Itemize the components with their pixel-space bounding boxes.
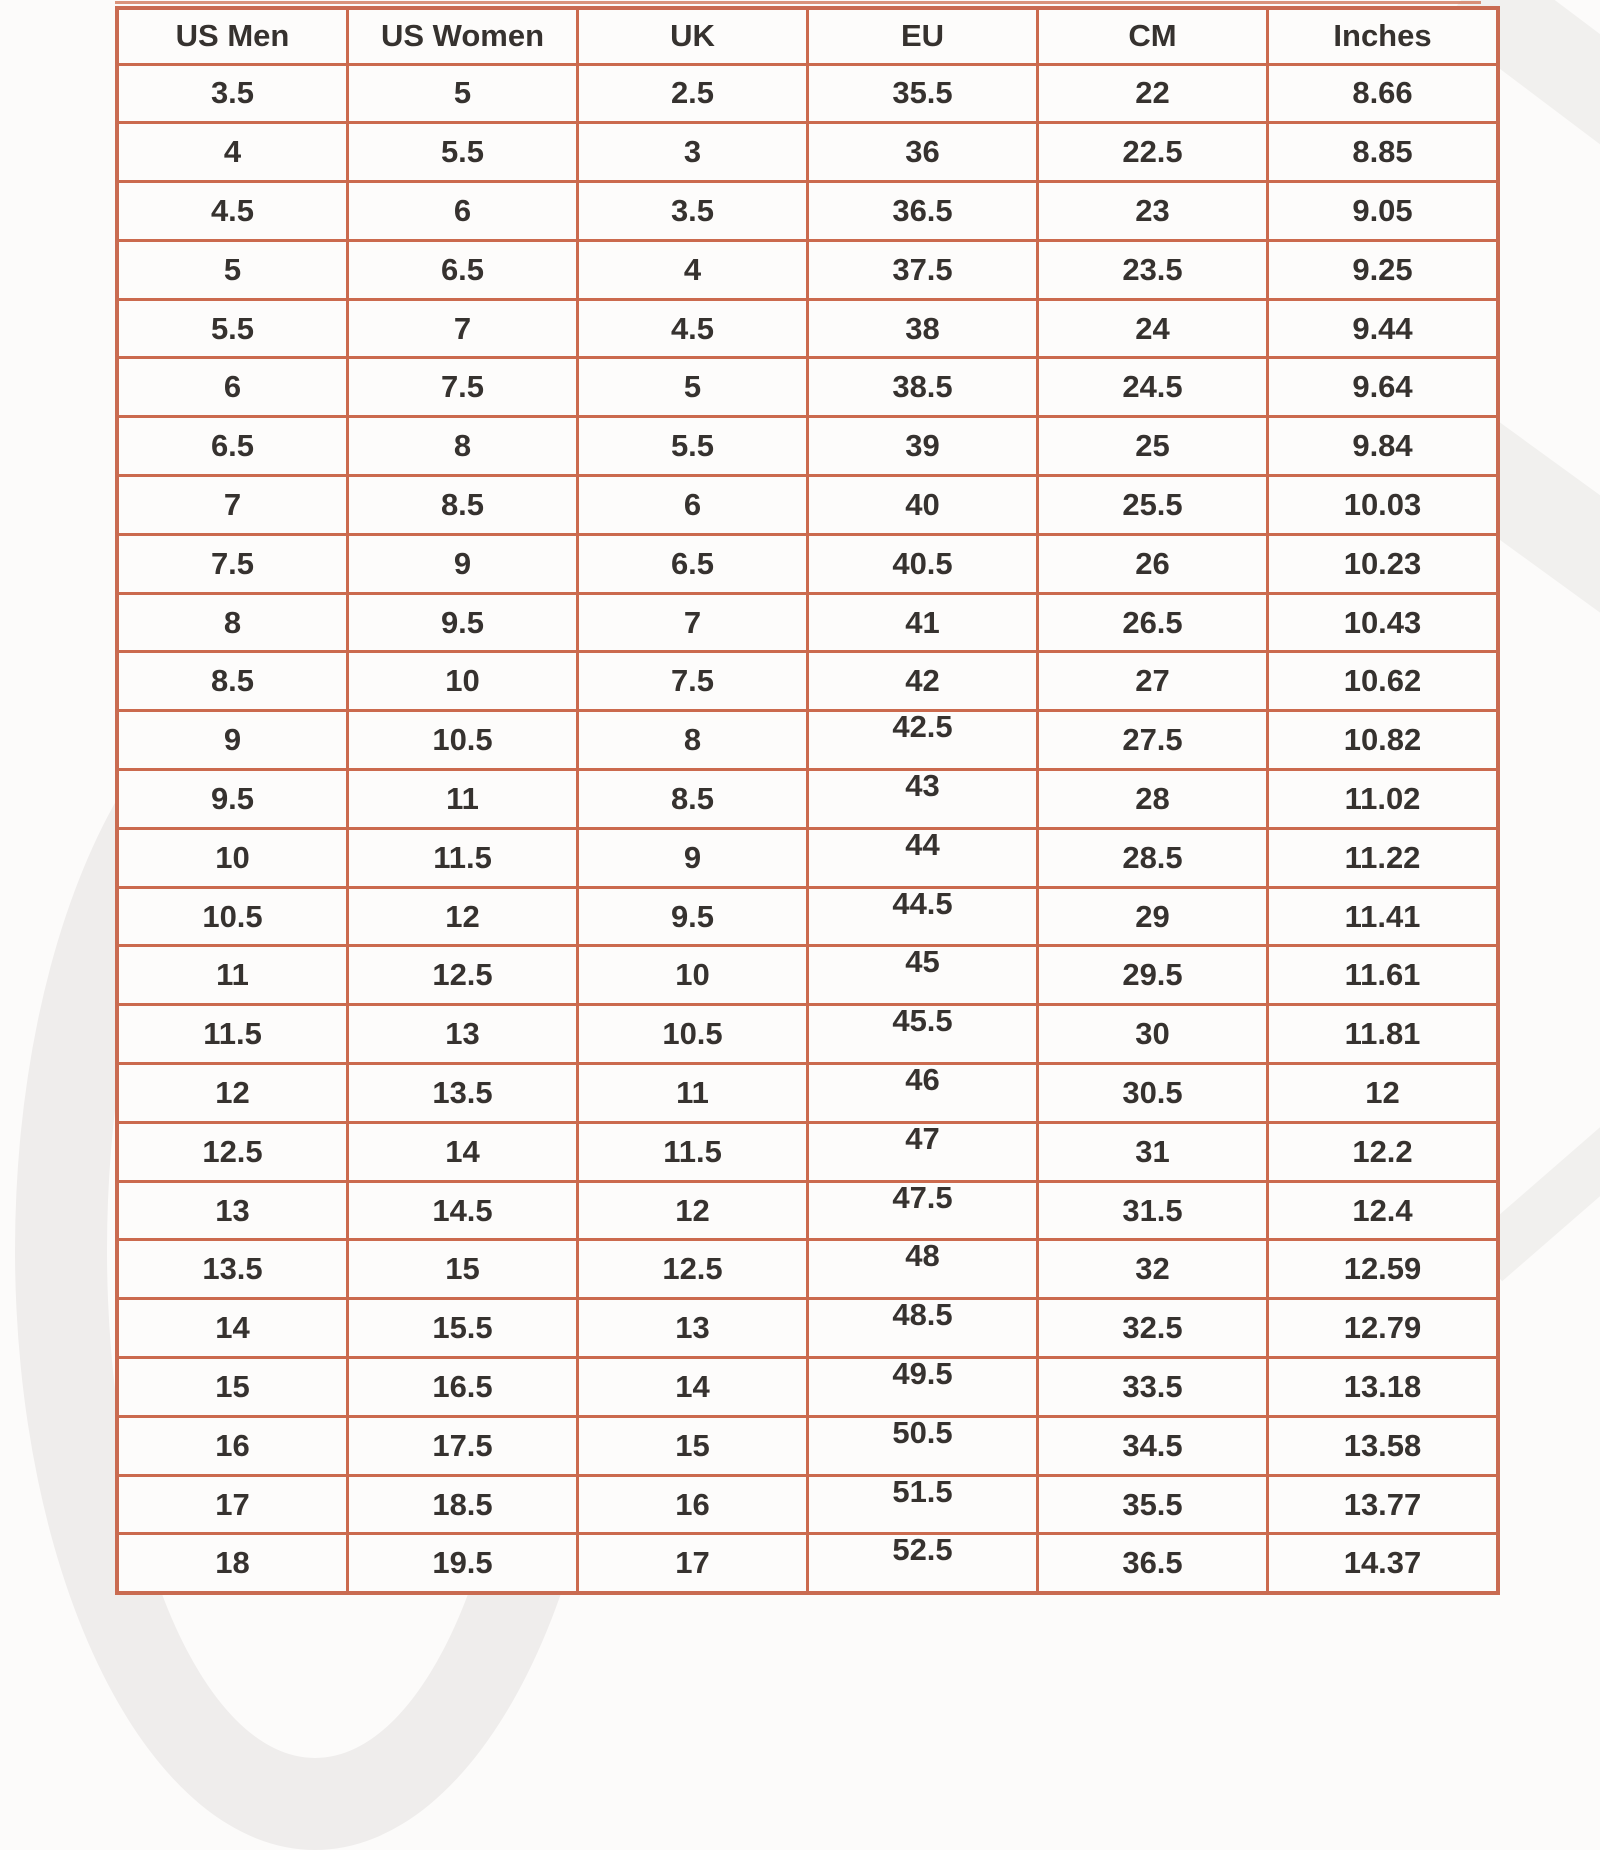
table-cell: 44 [808,828,1038,887]
column-header: UK [578,8,808,64]
table-cell: 26 [1038,534,1268,593]
table-cell: 25.5 [1038,476,1268,535]
table-cell: 42 [808,652,1038,711]
table-cell: 7.5 [117,534,348,593]
size-chart-header [117,8,1498,64]
table-row [117,652,1498,711]
table-cell: 9.25 [1268,240,1499,299]
table-cell: 12.2 [1268,1122,1499,1181]
table-cell: 13.77 [1268,1475,1499,1534]
table-cell: 2.5 [578,64,808,123]
table-row [117,946,1498,1005]
table-cell: 13.18 [1268,1358,1499,1417]
table-cell: 9.5 [117,770,348,829]
table-cell: 14.5 [348,1181,578,1240]
table-row [117,1122,1498,1181]
table-cell: 29 [1038,887,1268,946]
table-row [117,182,1498,241]
table-cell: 37.5 [808,240,1038,299]
table-cell: 9.84 [1268,417,1499,476]
table-cell: 9.5 [578,887,808,946]
table-cell: 40.5 [808,534,1038,593]
table-cell: 6.5 [348,240,578,299]
table-cell: 38.5 [808,358,1038,417]
table-row [117,828,1498,887]
table-cell: 50.5 [808,1416,1038,1475]
table-row [117,770,1498,829]
table-row [117,476,1498,535]
table-cell: 4 [117,123,348,182]
table-cell: 10 [348,652,578,711]
table-cell: 49.5 [808,1358,1038,1417]
table-cell: 43 [808,770,1038,829]
table-cell: 18 [117,1534,348,1593]
table-row [117,1181,1498,1240]
table-row [117,1299,1498,1358]
table-row [117,1064,1498,1123]
table-cell: 10.5 [578,1005,808,1064]
table-cell: 16 [578,1475,808,1534]
table-row [117,711,1498,770]
table-row [117,1240,1498,1299]
table-cell: 46 [808,1064,1038,1123]
table-cell: 4.5 [117,182,348,241]
table-cell: 18.5 [348,1475,578,1534]
table-cell: 39 [808,417,1038,476]
table-cell: 27.5 [1038,711,1268,770]
table-cell: 6 [117,358,348,417]
table-cell: 23.5 [1038,240,1268,299]
table-cell: 41 [808,593,1038,652]
table-cell: 4.5 [578,299,808,358]
table-row [117,417,1498,476]
table-cell: 9.64 [1268,358,1499,417]
table-cell: 9.44 [1268,299,1499,358]
table-cell: 36.5 [808,182,1038,241]
table-cell: 7.5 [348,358,578,417]
table-cell: 15 [578,1416,808,1475]
table-cell: 31 [1038,1122,1268,1181]
table-row [117,1534,1498,1593]
table-cell: 12 [1268,1064,1499,1123]
table-cell: 9 [348,534,578,593]
table-cell: 7 [578,593,808,652]
table-cell: 10 [578,946,808,1005]
table-row [117,1005,1498,1064]
table-cell: 35.5 [808,64,1038,123]
table-cell: 12.59 [1268,1240,1499,1299]
table-cell: 15 [348,1240,578,1299]
table-cell: 13 [578,1299,808,1358]
table-cell: 10.62 [1268,652,1499,711]
table-cell: 19.5 [348,1534,578,1593]
column-header: CM [1038,8,1268,64]
table-cell: 47 [808,1122,1038,1181]
table-cell: 12.79 [1268,1299,1499,1358]
column-header: EU [808,8,1038,64]
table-cell: 22.5 [1038,123,1268,182]
table-cell: 45 [808,946,1038,1005]
table-row [117,358,1498,417]
table-cell: 38 [808,299,1038,358]
table-row [117,240,1498,299]
table-cell: 28.5 [1038,828,1268,887]
table-cell: 17 [117,1475,348,1534]
table-cell: 10.23 [1268,534,1499,593]
table-cell: 12 [578,1181,808,1240]
table-cell: 8.5 [348,476,578,535]
table-cell: 29.5 [1038,946,1268,1005]
table-cell: 5.5 [117,299,348,358]
table-cell: 27 [1038,652,1268,711]
column-header: Inches [1268,8,1499,64]
table-header-row [117,8,1498,64]
table-cell: 13.5 [348,1064,578,1123]
table-cell: 9 [578,828,808,887]
size-chart-table [115,6,1500,1595]
table-cell: 10 [117,828,348,887]
table-cell: 11.5 [117,1005,348,1064]
table-cell: 13 [348,1005,578,1064]
table-row [117,123,1498,182]
table-cell: 8.66 [1268,64,1499,123]
table-row [117,1475,1498,1534]
table-cell: 32.5 [1038,1299,1268,1358]
table-row [117,534,1498,593]
table-cell: 8 [348,417,578,476]
table-cell: 13 [117,1181,348,1240]
table-cell: 24 [1038,299,1268,358]
table-cell: 12.5 [117,1122,348,1181]
table-cell: 10.82 [1268,711,1499,770]
table-cell: 45.5 [808,1005,1038,1064]
size-chart [115,6,1500,1595]
table-cell: 9 [117,711,348,770]
table-cell: 12 [117,1064,348,1123]
table-cell: 10.43 [1268,593,1499,652]
table-cell: 48.5 [808,1299,1038,1358]
table-cell: 9.05 [1268,182,1499,241]
table-cell: 11 [578,1064,808,1123]
table-cell: 11.5 [578,1122,808,1181]
table-cell: 36.5 [1038,1534,1268,1593]
table-cell: 16 [117,1416,348,1475]
table-cell: 17.5 [348,1416,578,1475]
table-cell: 15 [117,1358,348,1417]
table-cell: 31.5 [1038,1181,1268,1240]
table-cell: 8.5 [117,652,348,711]
table-cell: 33.5 [1038,1358,1268,1417]
table-cell: 14 [348,1122,578,1181]
table-row [117,64,1498,123]
table-cell: 3 [578,123,808,182]
table-cell: 36 [808,123,1038,182]
table-cell: 6.5 [117,417,348,476]
table-cell: 11.41 [1268,887,1499,946]
table-cell: 7 [117,476,348,535]
table-cell: 12.5 [348,946,578,1005]
table-cell: 24.5 [1038,358,1268,417]
table-row [117,299,1498,358]
table-cell: 11.5 [348,828,578,887]
table-cell: 7 [348,299,578,358]
table-row [117,887,1498,946]
table-cell: 51.5 [808,1475,1038,1534]
table-cell: 9.5 [348,593,578,652]
table-cell: 11 [117,946,348,1005]
table-cell: 35.5 [1038,1475,1268,1534]
table-cell: 13.5 [117,1240,348,1299]
table-row [117,1416,1498,1475]
table-cell: 11.61 [1268,946,1499,1005]
table-cell: 5.5 [348,123,578,182]
table-cell: 30.5 [1038,1064,1268,1123]
table-cell: 47.5 [808,1181,1038,1240]
table-cell: 23 [1038,182,1268,241]
table-cell: 13.58 [1268,1416,1499,1475]
table-cell: 7.5 [578,652,808,711]
table-cell: 11.81 [1268,1005,1499,1064]
table-cell: 5 [348,64,578,123]
table-cell: 10.5 [117,887,348,946]
table-cell: 32 [1038,1240,1268,1299]
table-cell: 10.03 [1268,476,1499,535]
table-cell: 15.5 [348,1299,578,1358]
table-cell: 4 [578,240,808,299]
table-cell: 17 [578,1534,808,1593]
table-row [117,593,1498,652]
table-cell: 14 [117,1299,348,1358]
table-cell: 6 [348,182,578,241]
table-row [117,1358,1498,1417]
table-cell: 3.5 [578,182,808,241]
table-cell: 5 [578,358,808,417]
table-cell: 6 [578,476,808,535]
table-cell: 14 [578,1358,808,1417]
table-cell: 48 [808,1240,1038,1299]
table-cell: 5 [117,240,348,299]
table-cell: 10.5 [348,711,578,770]
table-cell: 11.22 [1268,828,1499,887]
table-cell: 12.4 [1268,1181,1499,1240]
table-cell: 8.85 [1268,123,1499,182]
table-cell: 52.5 [808,1534,1038,1593]
table-cell: 26.5 [1038,593,1268,652]
table-cell: 34.5 [1038,1416,1268,1475]
table-cell: 42.5 [808,711,1038,770]
column-header: US Men [117,8,348,64]
table-cell: 11.02 [1268,770,1499,829]
table-cell: 30 [1038,1005,1268,1064]
table-cell: 16.5 [348,1358,578,1417]
table-cell: 25 [1038,417,1268,476]
table-cell: 40 [808,476,1038,535]
table-cell: 12 [348,887,578,946]
size-chart-body [117,64,1498,1593]
table-cell: 14.37 [1268,1534,1499,1593]
cropped-border-line [115,1,1481,4]
table-cell: 28 [1038,770,1268,829]
table-cell: 3.5 [117,64,348,123]
table-cell: 8 [578,711,808,770]
table-cell: 22 [1038,64,1268,123]
table-cell: 44.5 [808,887,1038,946]
table-cell: 11 [348,770,578,829]
table-cell: 6.5 [578,534,808,593]
table-cell: 8 [117,593,348,652]
table-cell: 5.5 [578,417,808,476]
table-cell: 8.5 [578,770,808,829]
table-cell: 12.5 [578,1240,808,1299]
column-header: US Women [348,8,578,64]
